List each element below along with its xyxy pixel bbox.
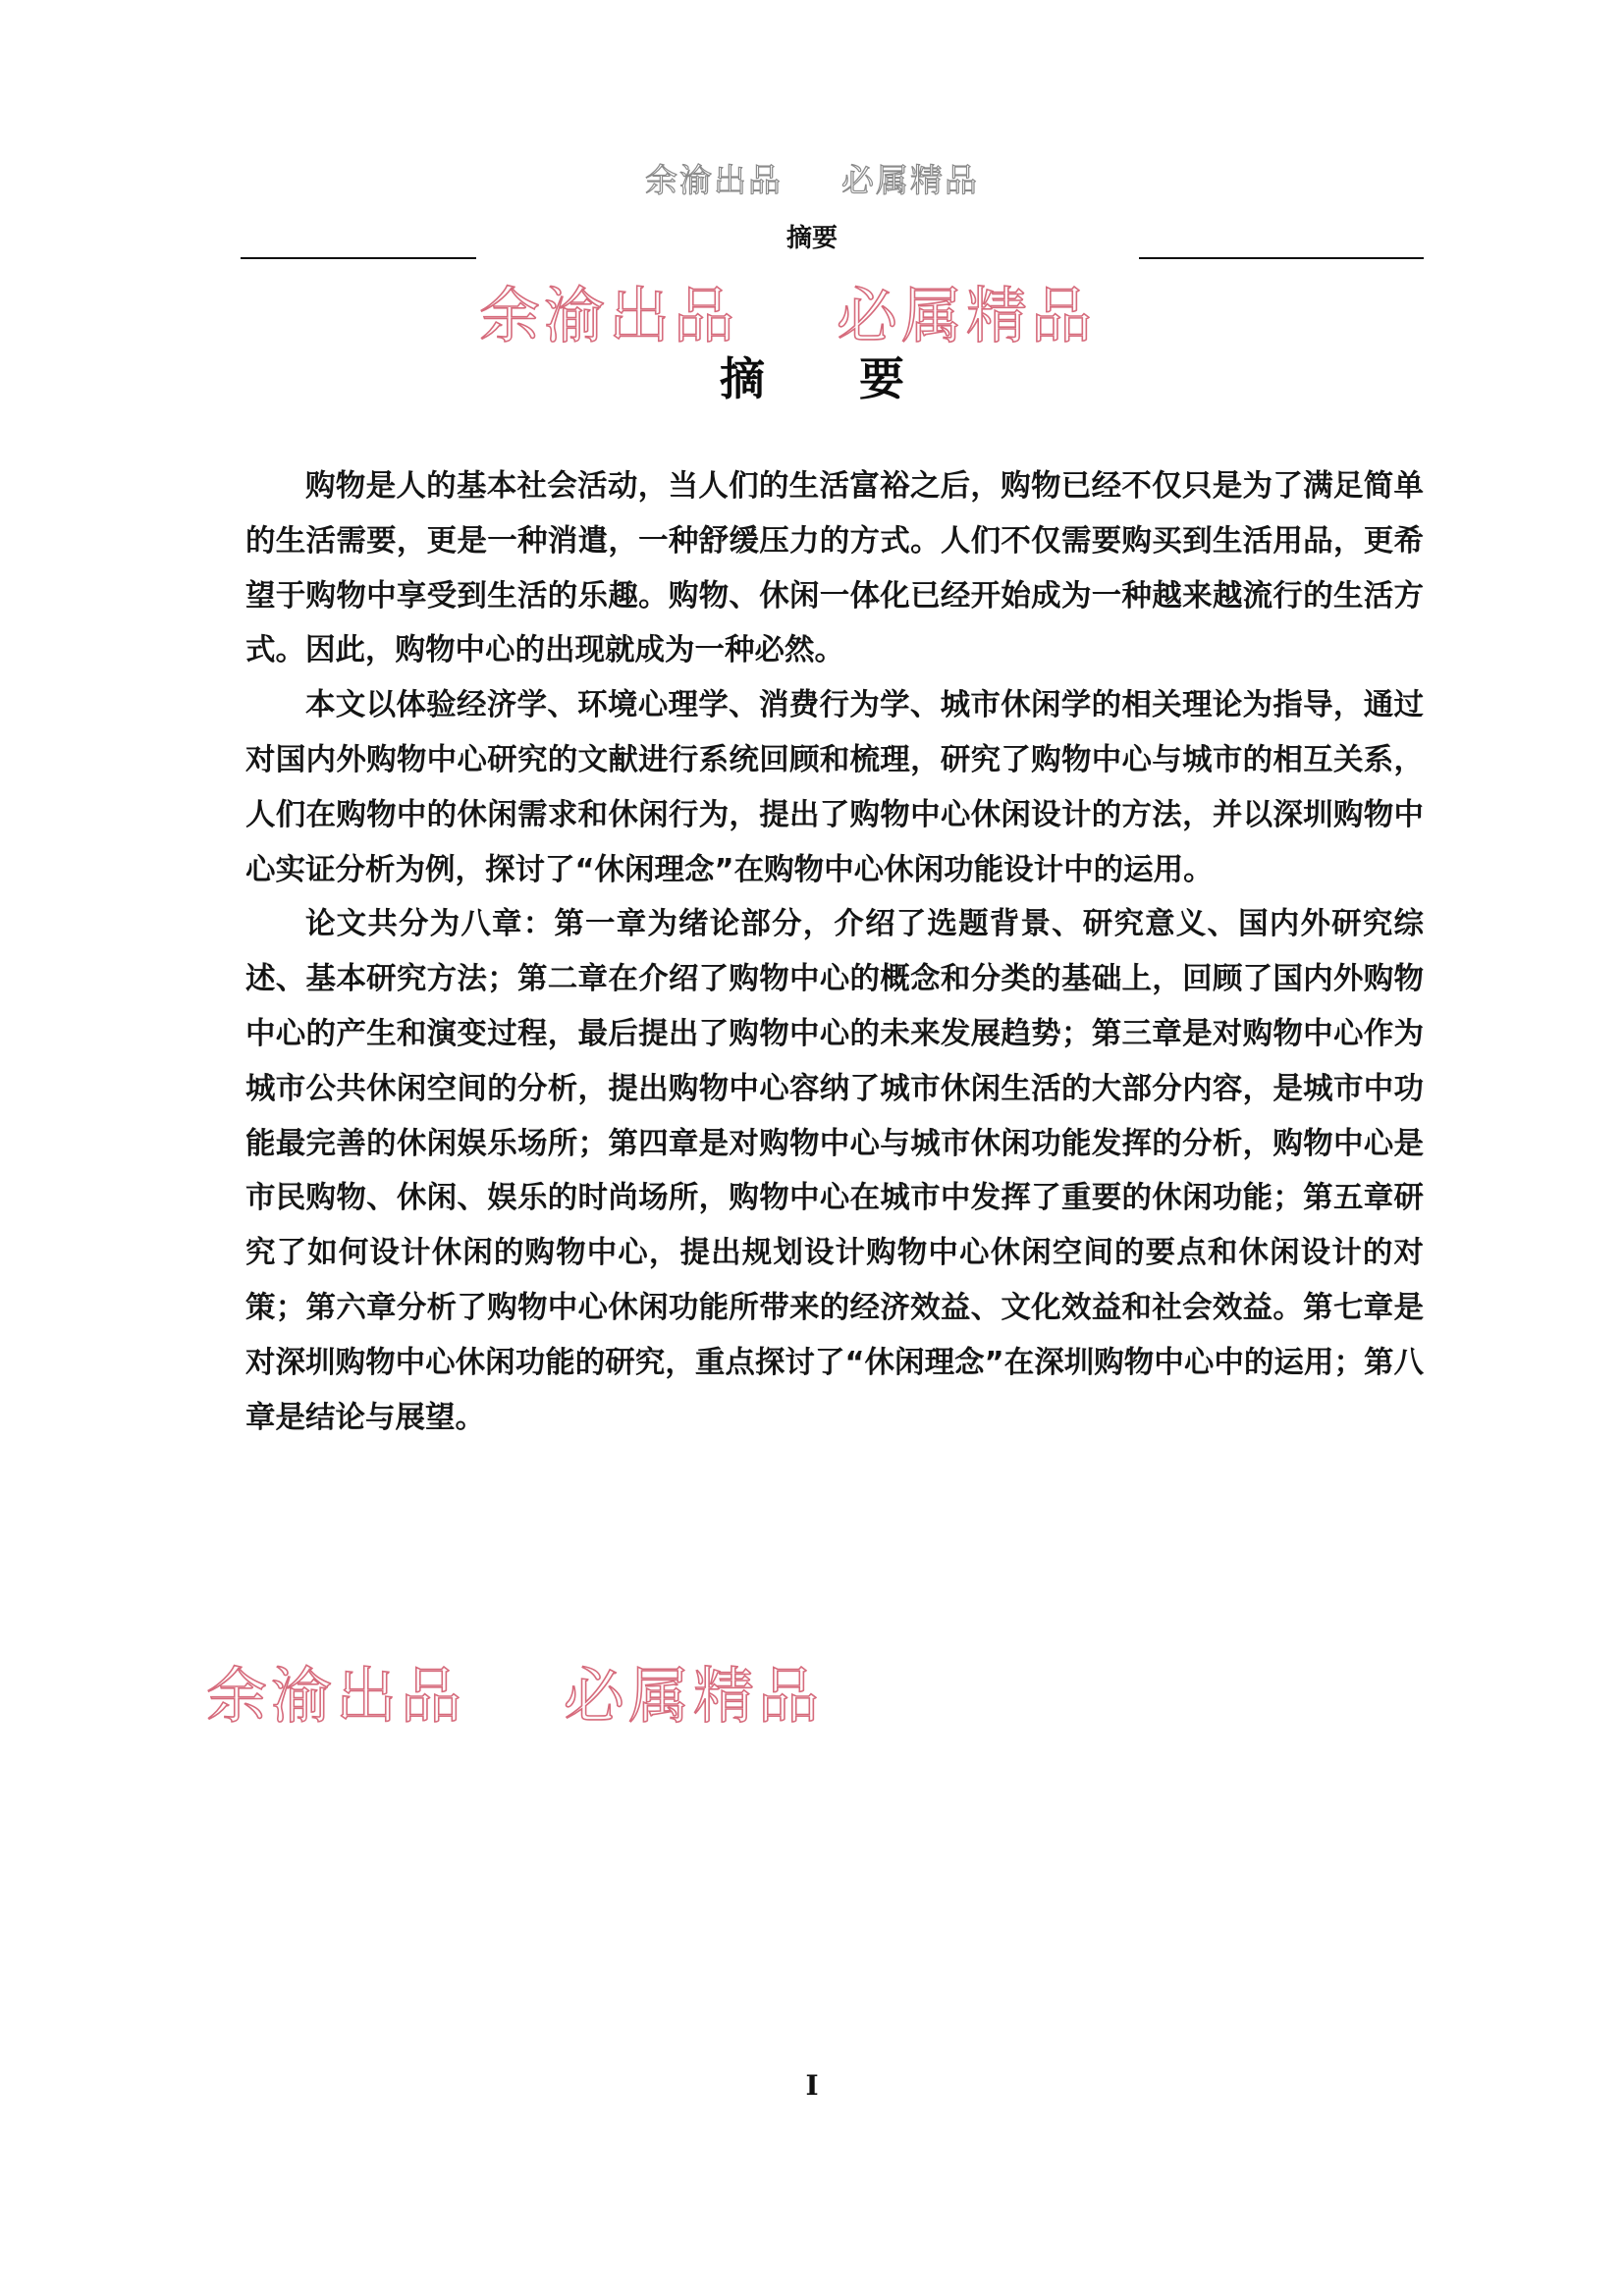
- watermark-red-bottom-left: 余渝出品: [206, 1660, 466, 1732]
- header-rule-right: [1139, 257, 1424, 259]
- watermark-gray: [0, 155, 1624, 201]
- page-number: I: [805, 2069, 819, 2102]
- watermark-red-top: [479, 267, 1096, 354]
- header-rule-left: [241, 257, 476, 259]
- watermark-gray-left: 余渝出品: [645, 161, 783, 199]
- page-title: 摘 要: [719, 352, 944, 405]
- watermark-gray-right: 必属精品: [841, 161, 979, 199]
- watermark-red-bottom-right: 必属精品: [564, 1660, 824, 1732]
- watermark-red-bottom: [206, 1647, 823, 1735]
- paragraph-1: 购物是人的基本社会活动，当人们的生活富裕之后，购物已经不仅只是为了满足简单的生活需要，更是一种消遣，一种舒缓压力的方式。人们不仅需要购买到生活用品，更希望于购物中享受到生活的乐趣。购物、休闲一体化已经开始成为一种越来越流行的生活方式。因此，购物中心的出现就成为一种必然。: [245, 469, 1424, 668]
- running-header: 摘要: [785, 224, 838, 253]
- paragraph-3: 论文共分为八章：第一章为绪论部分，介绍了选题背景、研究意义、国内外研究综述、基本研究方法；第二章在介绍了购物中心的概念和分类的基础上，回顾了国内外购物中心的产生和演变过程，最后提出了购物中心的未来发展趋势；第三章是对购物中心作为城市公共休闲空间的分析，提出购物中心容纳了城市休闲生活的大部分内容，是城市中功能最完善的休闲娱乐场所；第四章是对购物中心与城市休闲功能发挥的分析，购物中心是市民购物、休闲、娱乐的时尚场所，购物中心在城市中发挥了重要的休闲功能；第五章研究了如何设计休闲的购物中心，提出规划设计购物中心休闲空间的要点和休闲设计的对策；第六章分析了购物中心休闲功能所带来的经济效益、文化效益和社会效益。第七章是对深圳购物中心休闲功能的研究，重点探讨了“休闲理念”在深圳购物中心中的运用；第八章是结论与展望。: [245, 907, 1424, 1435]
- watermark-red-top-left: 余渝出品: [479, 280, 739, 351]
- paragraph-2: 本文以体验经济学、环境心理学、消费行为学、城市休闲学的相关理论为指导，通过对国内外购物中心研究的文献进行系统回顾和梳理，研究了购物中心与城市的相互关系，人们在购物中的休闲需求和休闲行为，提出了购物中心休闲设计的方法，并以深圳购物中心实证分析为例，探讨了“休闲理念”在购物中心休闲功能设计中的运用。: [245, 688, 1424, 887]
- watermark-red-top-right: 必属精品: [837, 280, 1097, 351]
- abstract-body: [245, 459, 1424, 1445]
